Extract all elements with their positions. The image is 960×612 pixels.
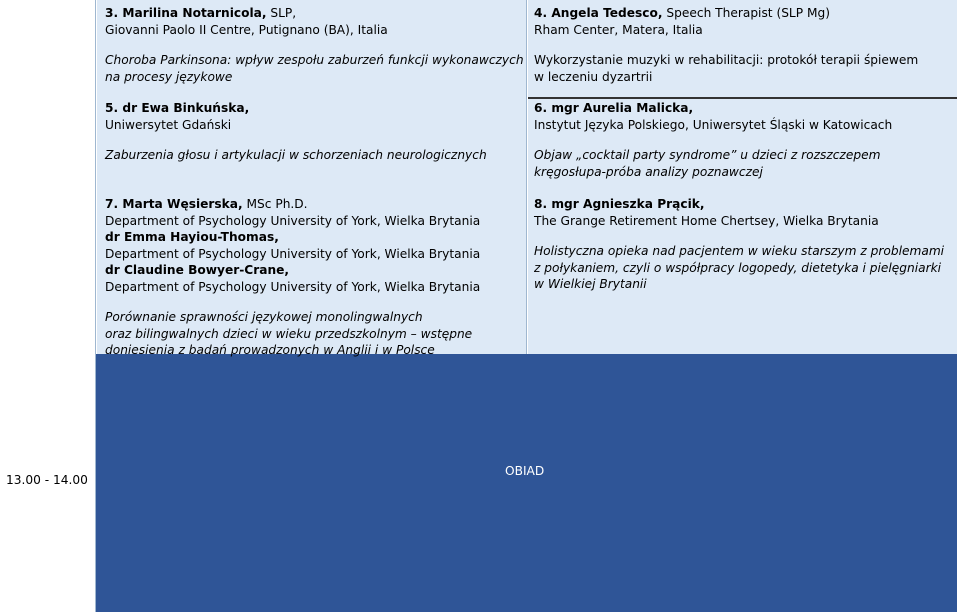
entry-speaker-7 xyxy=(105,196,480,359)
speaker-affiliation: Instytut Języka Polskiego, Uniwersytet Śląski w Katowicach xyxy=(534,117,893,132)
entry-speaker-4 xyxy=(534,5,918,85)
time-column xyxy=(0,0,96,612)
talk-title: Objaw „cocktail party syndrome” u dzieci z rozszczepem xyxy=(534,148,881,162)
speaker-name: 5. dr Ewa Binkuńska, xyxy=(105,101,250,115)
entry-speaker-5 xyxy=(105,100,487,164)
talk-title: z połykaniem, czyli o współpracy logopedy, dietetyka i pielęgniarki xyxy=(534,260,942,275)
talk-title: oraz bilingwalnych dzieci w wieku przedszkolnym – wstępne xyxy=(105,326,473,341)
talk-title: doniesienia z badań prowadzonych w Anglii i w Polsce xyxy=(105,343,435,357)
entry-speaker-3 xyxy=(105,5,524,85)
talk-title: Choroba Parkinsona: wpływ zespołu zaburzeń funkcji wykonawczych xyxy=(105,53,524,67)
speaker-affiliation: Department of Psychology University of York, Wielka Brytania xyxy=(105,213,481,228)
entry-speaker-8 xyxy=(534,196,944,293)
talk-title: kręgosłupa-próba analizy poznawczej xyxy=(534,164,763,179)
lunch-break-band xyxy=(96,354,957,612)
speaker-affiliation: Giovanni Paolo II Centre, Putignano (BA), Italia xyxy=(105,22,388,37)
talk-title: Zaburzenia głosu i artykulacji w schorzeniach neurologicznych xyxy=(105,148,487,162)
speaker-name: 4. Angela Tedesco, xyxy=(534,6,663,20)
speaker-title: SLP, xyxy=(266,6,297,20)
speaker-name: dr Claudine Bowyer-Crane, xyxy=(105,263,290,277)
time-slot-label: 13.00 - 14.00 xyxy=(6,473,88,487)
speaker-name: dr Emma Hayiou-Thomas, xyxy=(105,230,279,244)
talk-title: na procesy językowe xyxy=(105,69,233,84)
speaker-name: 6. mgr Aurelia Malicka, xyxy=(534,101,694,115)
talk-title: Holistyczna opieka nad pacjentem w wieku starszym z problemami xyxy=(534,244,945,258)
break-label: OBIAD xyxy=(505,464,545,478)
speaker-name: 3. Marilina Notarnicola, xyxy=(105,6,267,20)
entry-speaker-6 xyxy=(534,100,892,180)
speaker-title: MSc Ph.D. xyxy=(242,197,308,211)
talk-title: Porównanie sprawności językowej monolingwalnych xyxy=(105,310,423,324)
speaker-affiliation: Uniwersytet Gdański xyxy=(105,117,232,132)
speaker-title: Speech Therapist (SLP Mg) xyxy=(662,6,830,20)
talk-title: Wykorzystanie muzyki w rehabilitacji: protokół terapii śpiewem xyxy=(534,53,919,67)
talk-title: w Wielkiej Brytanii xyxy=(534,277,647,291)
speaker-affiliation: Rham Center, Matera, Italia xyxy=(534,22,703,37)
speaker-name: 8. mgr Agnieszka Prącik, xyxy=(534,197,705,211)
speaker-name: 7. Marta Węsierska, xyxy=(105,197,243,211)
talk-title: w leczeniu dyzartrii xyxy=(534,69,653,84)
speaker-affiliation: The Grange Retirement Home Chertsey, Wielka Brytania xyxy=(534,213,879,228)
speaker-affiliation: Department of Psychology University of York, Wielka Brytania xyxy=(105,279,481,294)
speaker-affiliation: Department of Psychology University of York, Wielka Brytania xyxy=(105,246,481,261)
